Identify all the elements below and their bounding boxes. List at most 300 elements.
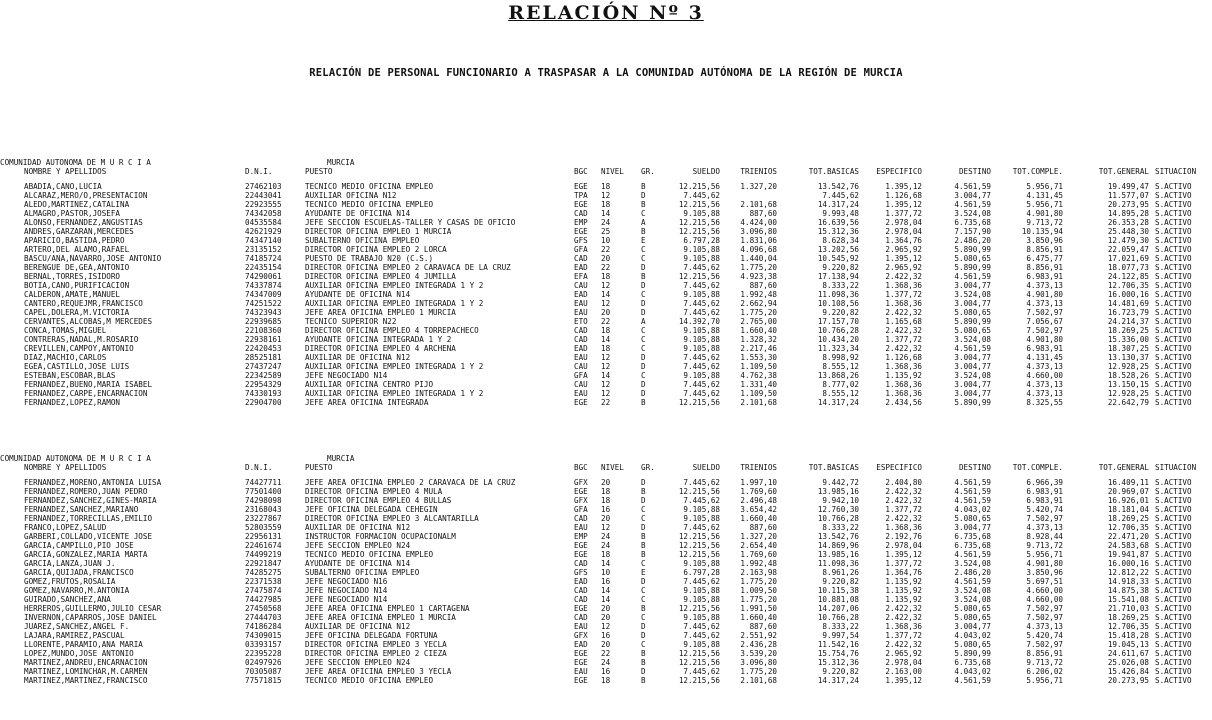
cell-destino: 6.735,68: [954, 658, 991, 667]
cell-especifico: 2.422,32: [885, 344, 922, 353]
cell-destino: 3.524,08: [954, 209, 991, 218]
cell-sueldo: 12.215,56: [678, 550, 720, 559]
cell-nivel: 12: [601, 281, 611, 290]
cell-nombre: LLORENTE,PARAMIO,ANA MARIA: [24, 640, 143, 649]
cell-situacion: S.ACTIVO: [1155, 631, 1192, 640]
cell-gr: C: [641, 335, 646, 344]
cell-nombre: ANDRES,GARZARAN,MERCEDES: [24, 227, 134, 236]
table-row: [0, 568, 1212, 577]
cell-puesto: DIRECTOR OFICINA EMPLEO 4 ARCHENA: [305, 344, 456, 353]
cell-tot-basicas: 9.442,72: [822, 478, 859, 487]
cell-tot-basicas: 7.445,62: [822, 191, 859, 200]
cell-gr: B: [641, 398, 646, 407]
column-header-puesto: PUESTO: [305, 167, 333, 176]
cell-puesto: AYUDANTE OFICINA INTEGRADA 1 Y 2: [305, 335, 452, 344]
cell-destino: 5.080,65: [954, 254, 991, 263]
cell-especifico: 1.135,92: [885, 577, 922, 586]
cell-trienios: 1.331,40: [740, 380, 777, 389]
cell-bgc: EAU: [574, 353, 588, 362]
cell-destino: 3.004,77: [954, 353, 991, 362]
cell-destino: 3.004,77: [954, 380, 991, 389]
table-header-columns: [0, 167, 1212, 176]
cell-trienios: 1.327,20: [740, 532, 777, 541]
cell-tot-general: 18.269,25: [1107, 514, 1149, 523]
cell-destino: 4.561,59: [954, 344, 991, 353]
cell-nivel: 12: [601, 389, 611, 398]
column-header-dni: D.N.I.: [245, 463, 273, 472]
cell-situacion: S.ACTIVO: [1155, 380, 1192, 389]
cell-situacion: S.ACTIVO: [1155, 290, 1192, 299]
cell-situacion: S.ACTIVO: [1155, 559, 1192, 568]
cell-situacion: S.ACTIVO: [1155, 182, 1192, 191]
cell-nivel: 18: [601, 550, 611, 559]
cell-gr: D: [641, 622, 646, 631]
cell-tot-general: 14.875,38: [1107, 586, 1149, 595]
cell-bgc: EAD: [574, 344, 588, 353]
cell-tot-compl: 8.856,91: [1026, 245, 1063, 254]
table-row: [0, 487, 1212, 496]
cell-trienios: 2.101,68: [740, 200, 777, 209]
cell-especifico: 1.364,76: [885, 568, 922, 577]
table-row: [0, 344, 1212, 353]
column-header-gr: GR.: [641, 167, 655, 176]
cell-nivel: 20: [601, 254, 611, 263]
cell-tot-compl: 9.713,72: [1026, 218, 1063, 227]
cell-trienios: 887,60: [749, 281, 777, 290]
cell-situacion: S.ACTIVO: [1155, 263, 1192, 272]
cell-tot-general: 12.928,25: [1107, 362, 1149, 371]
cell-gr: D: [641, 299, 646, 308]
cell-trienios: 1.775,20: [740, 308, 777, 317]
cell-nivel: 20: [601, 613, 611, 622]
cell-trienios: 1.769,60: [740, 487, 777, 496]
cell-especifico: 1.377,72: [885, 559, 922, 568]
cell-tot-basicas: 8.555,12: [822, 362, 859, 371]
cell-tot-general: 24.583,68: [1107, 541, 1149, 550]
cell-tot-basicas: 9.220,82: [822, 577, 859, 586]
cell-trienios: 1.109,50: [740, 389, 777, 398]
cell-tot-compl: 6.983,91: [1026, 344, 1063, 353]
cell-gr: C: [641, 209, 646, 218]
cell-tot-general: 24.214,37: [1107, 317, 1149, 326]
cell-nombre: BERNAL,TORRES,ISIDORO: [24, 272, 121, 281]
table-row: [0, 263, 1212, 272]
cell-destino: 6.735,68: [954, 532, 991, 541]
cell-tot-general: 13.150,15: [1107, 380, 1149, 389]
cell-nombre: BASCU/ANA,NAVARRO,JOSE ANTONIO: [24, 254, 162, 263]
table-row: [0, 290, 1212, 299]
cell-situacion: S.ACTIVO: [1155, 218, 1192, 227]
cell-gr: D: [641, 577, 646, 586]
cell-tot-compl: 4.901,80: [1026, 559, 1063, 568]
cell-destino: 4.561,59: [954, 272, 991, 281]
cell-tot-basicas: 10.766,28: [817, 514, 859, 523]
cell-tot-basicas: 14.317,24: [817, 676, 859, 685]
cell-puesto: JEFE SECCION ESCUELAS-TALLER Y CASAS DE OFICIO: [305, 218, 516, 227]
cell-situacion: S.ACTIVO: [1155, 398, 1192, 407]
cell-bgc: GFS: [574, 236, 588, 245]
cell-tot-basicas: 15.312,36: [817, 227, 859, 236]
cell-tot-compl: 9.713,72: [1026, 541, 1063, 550]
cell-especifico: 2.422,32: [885, 496, 922, 505]
cell-tot-compl: 4.373,13: [1026, 281, 1063, 290]
cell-bgc: EFA: [574, 272, 588, 281]
cell-puesto: JEFE AREA OFICINA EMPLEO 1 MURCIA: [305, 308, 456, 317]
cell-tot-compl: 4.373,13: [1026, 523, 1063, 532]
cell-trienios: 1.327,20: [740, 182, 777, 191]
cell-tot-compl: 8.928,44: [1026, 532, 1063, 541]
cell-bgc: GFA: [574, 245, 588, 254]
cell-especifico: 2.192,76: [885, 532, 922, 541]
cell-trienios: 3.096,80: [740, 227, 777, 236]
cell-especifico: 1.395,12: [885, 550, 922, 559]
table-row: [0, 523, 1212, 532]
cell-destino: 4.561,59: [954, 676, 991, 685]
cell-nivel: 18: [601, 200, 611, 209]
cell-bgc: EGE: [574, 398, 588, 407]
cell-gr: C: [641, 559, 646, 568]
table-row: [0, 254, 1212, 263]
cell-sueldo: 7.445,62: [683, 667, 720, 676]
cell-especifico: 2.965,92: [885, 245, 922, 254]
cell-dni: 22395228: [245, 649, 282, 658]
cell-tot-basicas: 13.985,16: [817, 550, 859, 559]
cell-tot-basicas: 17.138,94: [817, 272, 859, 281]
cell-trienios: 4.923,38: [740, 272, 777, 281]
cell-dni: 74323943: [245, 308, 282, 317]
cell-destino: 4.043,02: [954, 631, 991, 640]
cell-bgc: EMP: [574, 218, 588, 227]
cell-nombre: GARCIA,QUIJADA,FRANCISCO: [24, 568, 134, 577]
cell-destino: 4.561,59: [954, 550, 991, 559]
table-row: [0, 586, 1212, 595]
cell-tot-basicas: 10.545,92: [817, 254, 859, 263]
cell-tot-compl: 4.373,13: [1026, 362, 1063, 371]
cell-situacion: S.ACTIVO: [1155, 478, 1192, 487]
personnel-table-section-2: [0, 454, 1212, 685]
cell-sueldo: 9.105,88: [683, 245, 720, 254]
cell-sueldo: 12.215,56: [678, 218, 720, 227]
cell-tot-general: 18.269,25: [1107, 326, 1149, 335]
cell-nombre: GOMEZ,FRUTOS,ROSALIA: [24, 577, 116, 586]
cell-sueldo: 9.105,88: [683, 586, 720, 595]
cell-especifico: 2.965,92: [885, 263, 922, 272]
cell-tot-basicas: 17.157,70: [817, 317, 859, 326]
cell-situacion: S.ACTIVO: [1155, 640, 1192, 649]
cell-sueldo: 7.445,62: [683, 191, 720, 200]
table-row: [0, 649, 1212, 658]
cell-nombre: GARCIA,CAMPILLO,PIO JOSE: [24, 541, 134, 550]
cell-sueldo: 9.105,88: [683, 326, 720, 335]
cell-puesto: JEFE NEGOCIADO N14: [305, 371, 388, 380]
cell-situacion: S.ACTIVO: [1155, 200, 1192, 209]
cell-dni: 74342058: [245, 209, 282, 218]
cell-gr: B: [641, 272, 646, 281]
cell-bgc: EAD: [574, 577, 588, 586]
cell-tot-general: 16.000,16: [1107, 290, 1149, 299]
cell-dni: 22342589: [245, 371, 282, 380]
cell-bgc: EGE: [574, 550, 588, 559]
table-row: [0, 559, 1212, 568]
cell-tot-general: 12.479,30: [1107, 236, 1149, 245]
cell-nombre: FRANCO,LOPEZ,SALUD: [24, 523, 107, 532]
cell-nombre: ALEDO,MARTINEZ,CATALINA: [24, 200, 130, 209]
cell-nombre: MARTINEZ,LOMINCHAR,M.CARMEN: [24, 667, 148, 676]
cell-situacion: S.ACTIVO: [1155, 658, 1192, 667]
cell-gr: D: [641, 191, 646, 200]
cell-sueldo: 6.797,28: [683, 568, 720, 577]
cell-trienios: 2.101,68: [740, 398, 777, 407]
cell-destino: 5.890,99: [954, 317, 991, 326]
cell-trienios: 1.992,48: [740, 290, 777, 299]
cell-nivel: 22: [601, 317, 611, 326]
cell-tot-compl: 5.420,74: [1026, 631, 1063, 640]
cell-tot-basicas: 14.207,06: [817, 604, 859, 613]
table-row: [0, 550, 1212, 559]
cell-bgc: EAU: [574, 299, 588, 308]
cell-nombre: BOTIA,CANO,PURIFICACION: [24, 281, 130, 290]
cell-gr: D: [641, 281, 646, 290]
cell-trienios: 2.436,28: [740, 640, 777, 649]
cell-tot-compl: 3.850,96: [1026, 236, 1063, 245]
cell-gr: B: [641, 604, 646, 613]
cell-gr: B: [641, 649, 646, 658]
cell-sueldo: 9.105,88: [683, 559, 720, 568]
cell-dni: 22954329: [245, 380, 282, 389]
table-row: [0, 191, 1212, 200]
cell-tot-general: 22.059,47: [1107, 245, 1149, 254]
cell-tot-compl: 7.502,97: [1026, 604, 1063, 613]
cell-puesto: DIRECTOR OFICINA EMPLEO 4 MULA: [305, 487, 443, 496]
cell-bgc: EGE: [574, 200, 588, 209]
cell-tot-basicas: 8.998,92: [822, 353, 859, 362]
cell-dni: 04535584: [245, 218, 282, 227]
cell-gr: C: [641, 595, 646, 604]
cell-dni: 22371538: [245, 577, 282, 586]
cell-tot-compl: 6.206,02: [1026, 667, 1063, 676]
cell-situacion: S.ACTIVO: [1155, 272, 1192, 281]
cell-tot-basicas: 14.869,96: [817, 541, 859, 550]
cell-destino: 5.080,65: [954, 308, 991, 317]
cell-tot-general: 21.710,03: [1107, 604, 1149, 613]
cell-sueldo: 7.445,62: [683, 577, 720, 586]
cell-tot-basicas: 8.333,22: [822, 281, 859, 290]
cell-dni: 74330193: [245, 389, 282, 398]
cell-especifico: 2.163,00: [885, 667, 922, 676]
cell-bgc: CAU: [574, 281, 588, 290]
cell-dni: 23135152: [245, 245, 282, 254]
cell-gr: C: [641, 326, 646, 335]
cell-nivel: 12: [601, 380, 611, 389]
cell-gr: B: [641, 200, 646, 209]
cell-nivel: 14: [601, 559, 611, 568]
cell-nivel: 18: [601, 326, 611, 335]
cell-tot-general: 18.528,26: [1107, 371, 1149, 380]
cell-sueldo: 9.105,88: [683, 640, 720, 649]
cell-sueldo: 6.797,28: [683, 236, 720, 245]
cell-puesto: JEFE NEGOCIADO N14: [305, 595, 388, 604]
cell-tot-basicas: 10.115,38: [817, 586, 859, 595]
cell-destino: 3.524,08: [954, 559, 991, 568]
cell-trienios: 2.654,40: [740, 541, 777, 550]
cell-especifico: 1.368,36: [885, 523, 922, 532]
cell-especifico: 1.377,72: [885, 335, 922, 344]
cell-trienios: 2.163,98: [740, 568, 777, 577]
cell-tot-basicas: 12.760,30: [817, 505, 859, 514]
cell-tot-basicas: 10.108,56: [817, 299, 859, 308]
cell-trienios: 1.660,40: [740, 613, 777, 622]
cell-especifico: 2.978,04: [885, 227, 922, 236]
cell-destino: 6.735,68: [954, 541, 991, 550]
cell-dni: 03393157: [245, 640, 282, 649]
column-header-bgc: BGC: [574, 167, 588, 176]
cell-dni: 22938161: [245, 335, 282, 344]
cell-bgc: CAD: [574, 586, 588, 595]
cell-tot-general: 24.611,67: [1107, 649, 1149, 658]
cell-especifico: 1.395,12: [885, 200, 922, 209]
cell-bgc: GFX: [574, 478, 588, 487]
cell-destino: 5.080,65: [954, 604, 991, 613]
cell-especifico: 1.377,72: [885, 631, 922, 640]
cell-gr: D: [641, 631, 646, 640]
cell-sueldo: 12.215,56: [678, 227, 720, 236]
cell-especifico: 1.377,72: [885, 209, 922, 218]
column-header-tot-general: TOT.GENERAL: [1098, 167, 1149, 176]
cell-gr: C: [641, 290, 646, 299]
table-row: [0, 478, 1212, 487]
cell-nombre: FERNANDEZ,ROMERO,JUAN PEDRO: [24, 487, 148, 496]
cell-tot-basicas: 8.777,02: [822, 380, 859, 389]
cell-especifico: 2.404,80: [885, 478, 922, 487]
cell-destino: 5.890,99: [954, 245, 991, 254]
cell-tot-compl: 8.856,91: [1026, 263, 1063, 272]
cell-nombre: GARCIA,GONZALEZ,MARIA MARTA: [24, 550, 148, 559]
cell-destino: 6.735,68: [954, 218, 991, 227]
cell-tot-basicas: 10.434,20: [817, 335, 859, 344]
cell-puesto: JEFE AREA OFICINA EMPLEO 1 CARTAGENA: [305, 604, 470, 613]
cell-sueldo: 12.215,56: [678, 676, 720, 685]
cell-sueldo: 12.215,56: [678, 604, 720, 613]
column-header-nivel: NIVEL: [601, 167, 624, 176]
cell-gr: D: [641, 308, 646, 317]
cell-dni: 70305087: [245, 667, 282, 676]
table-row: [0, 604, 1212, 613]
cell-sueldo: 12.215,56: [678, 200, 720, 209]
cell-nombre: GUIRADO,SANCHEZ,ANA: [24, 595, 111, 604]
cell-situacion: S.ACTIVO: [1155, 389, 1192, 398]
cell-gr: B: [641, 541, 646, 550]
cell-tot-compl: 6.966,39: [1026, 478, 1063, 487]
cell-trienios: 1.997,10: [740, 478, 777, 487]
cell-nivel: 14: [601, 209, 611, 218]
cell-tot-compl: 5.956,71: [1026, 676, 1063, 685]
column-header-situacion: SITUACION: [1155, 463, 1197, 472]
cell-especifico: 2.978,04: [885, 218, 922, 227]
cell-tot-general: 15.336,00: [1107, 335, 1149, 344]
cell-nombre: DIAZ,MACHIO,CARLOS: [24, 353, 107, 362]
cell-gr: D: [641, 362, 646, 371]
cell-destino: 3.004,77: [954, 281, 991, 290]
cell-gr: E: [641, 236, 646, 245]
cell-dni: 22435154: [245, 263, 282, 272]
cell-puesto: SUBALTERNO OFICINA EMPLEO: [305, 236, 420, 245]
cell-situacion: S.ACTIVO: [1155, 487, 1192, 496]
cell-tot-general: 19.499,47: [1107, 182, 1149, 191]
cell-tot-compl: 4.901,80: [1026, 290, 1063, 299]
cell-sueldo: 7.445,62: [683, 622, 720, 631]
cell-destino: 5.080,65: [954, 326, 991, 335]
cell-sueldo: 9.105,88: [683, 505, 720, 514]
cell-situacion: S.ACTIVO: [1155, 326, 1192, 335]
cell-tot-general: 20.273,95: [1107, 676, 1149, 685]
cell-tot-general: 11.577,07: [1107, 191, 1149, 200]
cell-puesto: AUXILIAR DE OFICINA N12: [305, 353, 411, 362]
cell-puesto: JEFE AREA OFICINA EMPLEO 2 CARAVACA DE LA CRUZ: [305, 478, 516, 487]
table-row: [0, 236, 1212, 245]
cell-gr: A: [641, 218, 646, 227]
column-header-dni: D.N.I.: [245, 167, 273, 176]
cell-trienios: 2.217,46: [740, 344, 777, 353]
cell-bgc: EGE: [574, 604, 588, 613]
cell-dni: 22939685: [245, 317, 282, 326]
cell-gr: E: [641, 568, 646, 577]
cell-nombre: CERVANTES,ALCOBAS,M MERCEDES: [24, 317, 153, 326]
cell-dni: 23168043: [245, 505, 282, 514]
cell-gr: B: [641, 658, 646, 667]
cell-trienios: 1.440,04: [740, 254, 777, 263]
cell-sueldo: 9.105,88: [683, 254, 720, 263]
table-header-top: [0, 454, 1212, 463]
cell-gr: D: [641, 523, 646, 532]
cell-tot-basicas: 11.542,16: [817, 640, 859, 649]
cell-destino: 3.004,77: [954, 299, 991, 308]
cell-gr: C: [641, 514, 646, 523]
table-row: [0, 676, 1212, 685]
cell-sueldo: 7.445,62: [683, 380, 720, 389]
column-header-nivel: NIVEL: [601, 463, 624, 472]
cell-sueldo: 9.105,88: [683, 514, 720, 523]
cell-trienios: 1.775,20: [740, 667, 777, 676]
cell-tot-compl: 5.956,71: [1026, 550, 1063, 559]
table-row: [0, 496, 1212, 505]
cell-bgc: GFS: [574, 568, 588, 577]
cell-tot-compl: 4.901,80: [1026, 335, 1063, 344]
cell-tot-general: 18.077,73: [1107, 263, 1149, 272]
cell-bgc: GFX: [574, 631, 588, 640]
cell-nivel: 24: [601, 541, 611, 550]
cell-bgc: EAU: [574, 389, 588, 398]
cell-bgc: EGE: [574, 649, 588, 658]
cell-nombre: FERNANDEZ,BUENO,MARIA ISABEL: [24, 380, 153, 389]
cell-puesto: AUXILIAR OFICINA EMPLEO INTEGRADA 1 Y 2: [305, 299, 484, 308]
cell-situacion: S.ACTIVO: [1155, 299, 1192, 308]
table-row: [0, 380, 1212, 389]
cell-nombre: FERNANDEZ,MORENO,ANTONIA LUISA: [24, 478, 162, 487]
table-row: [0, 371, 1212, 380]
cell-bgc: EAU: [574, 308, 588, 317]
header-comunidad: COMUNIDAD AUTONOMA DE M U R C I A: [0, 158, 151, 167]
cell-puesto: INSTRUCTOR FORMACION OCUPACIONALM: [305, 532, 456, 541]
cell-dni: 74499219: [245, 550, 282, 559]
cell-especifico: 2.434,56: [885, 398, 922, 407]
cell-bgc: EGE: [574, 182, 588, 191]
column-header-especifico: ESPECIFICO: [876, 463, 922, 472]
cell-nombre: JUAREZ,SANCHEZ,ANGEL F.: [24, 622, 130, 631]
cell-tot-basicas: 8.333,22: [822, 622, 859, 631]
cell-tot-general: 14.918,33: [1107, 577, 1149, 586]
cell-nombre: FERNANDEZ,CARPE,ENCARNACION: [24, 389, 148, 398]
table-row: [0, 577, 1212, 586]
